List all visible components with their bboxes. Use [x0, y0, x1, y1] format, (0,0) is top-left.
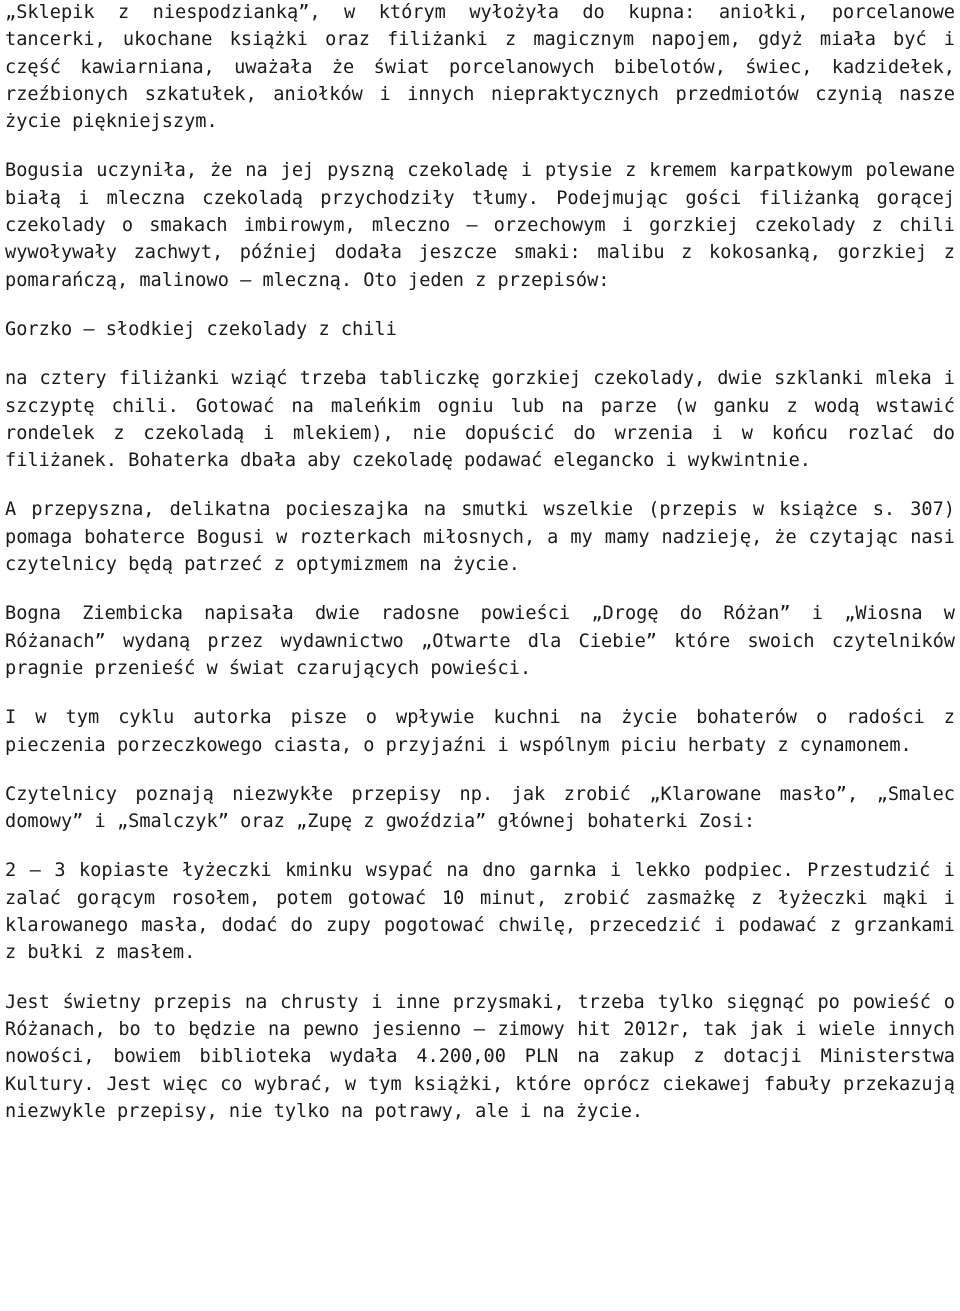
paragraph-recipes-list: Czytelnicy poznają niezwykłe przepisy np. jak zrobić „Klarowane masło”, „Smalec domowy” i „Smalczyk” oraz „Zupę z gwoździa” głównej bohaterki Zosi: [5, 783, 955, 833]
paragraph-author-novels: Bogna Ziembicka napisała dwie radosne powieści „Drogę do Różan” i „Wiosna w Różanach” wydaną przez wydawnictwo „Otwarte dla Ciebie” które swoich czytelników pragnie przenieść w świat czarujących powieści. [5, 603, 955, 679]
paragraph-chocolate-recipe: na cztery filiżanki wziąć trzeba tabliczkę gorzkiej czekolady, dwie szklanki mleka i szczyptę chili. Gotować na maleńkim ogniu lub na parze (w ganku z wodą wstawić rondelek z czekoladą i mlekiem), nie dopuścić do wrzenia i w końcu rozlać do filiżanek. Bohaterka dbała aby czekoladę podawać elegancko i wykwintnie. [5, 368, 955, 472]
paragraph-cycle-description: I w tym cyklu autorka pisze o wpływie kuchni na życie bohaterów o radości z pieczenia porzeczkowego ciasta, o przyjaźni i wspólnym piciu herbaty z cynamonem. [5, 707, 955, 756]
paragraph-shop-intro: „Sklepik z niespodzianką”, w którym wyłożyła do kupna: aniołki, porcelanowe tancerki, ukochane książki oraz filiżanki z magicznym napojem, gdyż miała być i część kawiarniana, uważała że świat porcelanowych bibelotów, świec, kadzidełek, rzeźbionych szkatułek, aniołków i innych niepraktycznych przedmiotów czynią nasze życie piękniejszym. [5, 2, 955, 133]
recipe-title: Gorzko – słodkiej czekolady z chili [5, 318, 397, 340]
paragraph-chocolate-intro: Bogusia uczyniła, że na jej pyszną czekoladę i ptysie z kremem karpatkowym polewane białą i mleczna czekoladą przychodziły tłumy. Podejmując gości filiżanką gorącej czekolady o smakach imbirowym, mleczno – orzechowym i gorzkiej czekolady z chili wywoływały zachwyt, później dodała jeszcze smaki: malibu z kokosanką, gorzkiej z pomarańczą, malinowo – mleczną. Oto jeden z przepisów: [5, 160, 955, 291]
paragraph-soup-recipe: 2 – 3 kopiaste łyżeczki kminku wsypać na dno garnka i lekko podpiec. Przestudzić i zalać gorącym rosołem, potem gotować 10 minut, zrobić zasmażkę z łyżeczki mąki i klarowanego masła, dodać do zupy pogotować chwilę, przecedzić i podawać z grzankami z bułki z masłem. [5, 860, 955, 964]
paragraph-pocieszajka: A przepyszna, delikatna pocieszajka na smutki wszelkie (przepis w książce s. 307) pomaga bohaterce Bogusi w rozterkach miłosnych, a my mamy nadzieję, że czytając nasi czytelnicy będą patrzeć z optymizmem na życie. [5, 499, 955, 576]
paragraph-library-closing: Jest świetny przepis na chrusty i inne przysmaki, trzeba tylko sięgnąć po powieść o Różanach, bo to będzie na pewno jesienno – zimowy hit 2012r, tak jak i wiele innych nowości, bowiem biblioteka wydała 4.200,00 PLN na zakup z dotacji Ministerstwa Kultury. Jest więc co wybrać, w tym książki, które oprócz ciekawej fabuły przekazują niezwykle przepisy, nie tylko na potrawy, ale i na życie. [5, 991, 955, 1122]
